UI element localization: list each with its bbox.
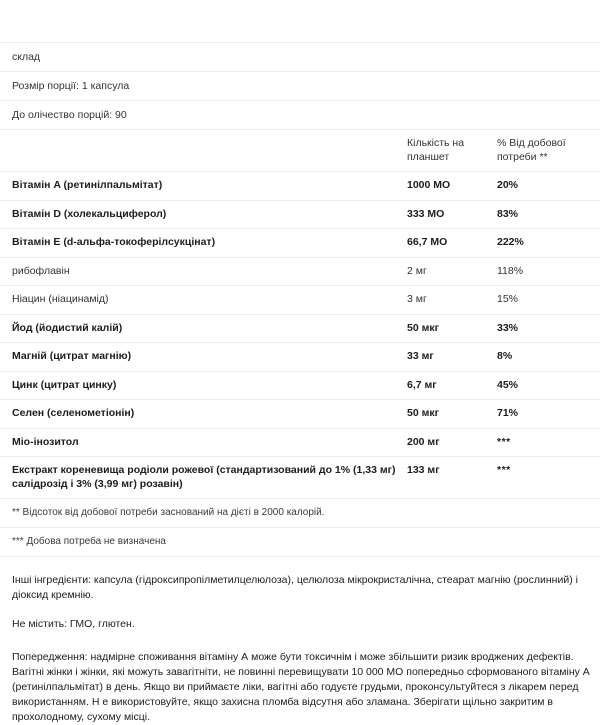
table-row [0, 229, 600, 258]
nutrient-name: Йод (йодистий калій) [0, 314, 407, 343]
servings-per-container-row: До олічество порцій: 90 [12, 109, 127, 121]
nutrient-daily-value: 20% [497, 172, 600, 201]
nutrient-name: Цинк (цитрат цинку) [0, 371, 407, 400]
table-row [0, 200, 600, 229]
nutrient-daily-value: 83% [497, 200, 600, 229]
footnote-not-established: *** Добова потреба не визначена [0, 528, 600, 557]
table-row [0, 343, 600, 372]
nutrition-table-body [0, 172, 600, 499]
nutrient-daily-value: 71% [497, 400, 600, 429]
table-row [0, 314, 600, 343]
nutrient-amount: 66,7 МО [407, 229, 497, 258]
table-row [0, 400, 600, 429]
nutrient-amount: 200 мг [407, 428, 497, 457]
table-row [0, 428, 600, 457]
nutrient-daily-value: *** [497, 457, 600, 499]
table-row [0, 457, 600, 499]
header-percent-daily-value: % Від добової потреби ** [497, 130, 600, 172]
table-row [0, 286, 600, 315]
footnote-gap [0, 557, 600, 573]
warning-text: Попередження: надмірне споживання вітаміну А може бути токсичнім і може збільшити ризик вроджених дефектів. Вагітні жінки і жінки, які можуть завагітніти, не повинні перевищувати 10 000 МО попередньо сформованого вітаміну А (ретинілпальмітат) в день. Якщо ви приймаєте ліки, вагітні або годуєте грудьми, проконсультуйтеся з лікарем перед використанням. Н е використовуйте, якщо захисна пломба відсутня або зламана. Зберігати щільно закритим в прохолодному, сухому місці. [12, 651, 590, 723]
nutrient-amount: 333 МО [407, 200, 497, 229]
nutrient-name: Міо-інозитол [0, 428, 407, 457]
nutrient-daily-value: *** [497, 428, 600, 457]
free-from-text: Не містить: ГМО, глютен. [12, 618, 135, 630]
nutrient-daily-value: 222% [497, 229, 600, 258]
nutrient-name: Магній (цитрат магнію) [0, 343, 407, 372]
nutrient-daily-value: 33% [497, 314, 600, 343]
nutrient-daily-value: 8% [497, 343, 600, 372]
table-row [0, 257, 600, 286]
text-block [0, 573, 600, 725]
nutrient-daily-value: 118% [497, 257, 600, 286]
nutrient-amount: 1000 МО [407, 172, 497, 201]
nutrient-amount: 50 мкг [407, 400, 497, 429]
nutrient-amount: 2 мг [407, 257, 497, 286]
nutrition-table-head [0, 130, 600, 172]
nutrient-name: Вітамін E (d-альфа-токоферілсукцінат) [0, 229, 407, 258]
serving-size-row: Розмір порції: 1 капсула [12, 80, 130, 92]
table-row [0, 172, 600, 201]
footnote-daily-value-basis: ** Відсоток від добової потреби заснований на дієті в 2000 калорій. [0, 499, 600, 528]
nutrient-amount: 50 мкг [407, 314, 497, 343]
panel-title: склад [12, 51, 41, 63]
other-ingredients-text: Інші інгредієнти: капсула (гідроксипропілметилцелюлоза), целюлоза мікрокристалічна, стеарат магнію (рослинний) і діоксид кремнію. [12, 574, 578, 601]
nutrition-table [0, 130, 600, 499]
nutrient-name: Селен (селенометіонін) [0, 400, 407, 429]
table-header-row [0, 130, 600, 172]
nutrient-amount: 33 мг [407, 343, 497, 372]
nutrient-amount: 3 мг [407, 286, 497, 315]
header-nutrient-name [0, 130, 407, 172]
top-spacer [0, 0, 600, 42]
header-amount-per-tablet: Кількість на планшет [407, 130, 497, 172]
nutrient-daily-value: 15% [497, 286, 600, 315]
nutrient-name: Вітамін A (ретинілпальмітат) [0, 172, 407, 201]
nutrient-name: рибофлавін [0, 257, 407, 286]
nutrient-amount: 6,7 мг [407, 371, 497, 400]
nutrient-name: Ніацин (ніацинамід) [0, 286, 407, 315]
table-row [0, 371, 600, 400]
nutrient-name: Вітамін D (холекальциферол) [0, 200, 407, 229]
nutrient-name: Екстракт кореневища родіоли рожевої (стандартизований до 1% (1,33 мг) салідрозід і 3% (3,99 мг) розавін) [0, 457, 407, 499]
nutrient-amount: 133 мг [407, 457, 497, 499]
nutrient-daily-value: 45% [497, 371, 600, 400]
